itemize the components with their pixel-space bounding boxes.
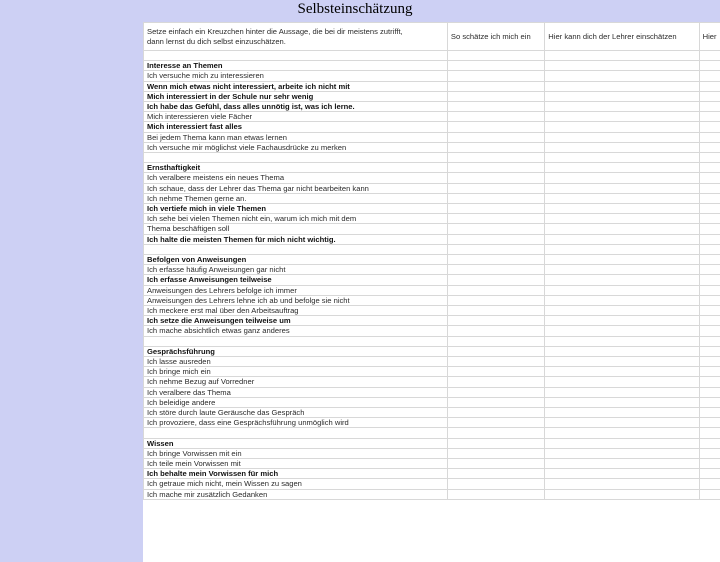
statement-cell: Ich meckere erst mal über den Arbeitsauftrag [144, 306, 448, 316]
self-assessment-cell[interactable] [447, 418, 544, 428]
statement-cell: Ich mache mir zusätzlich Gedanken [144, 489, 448, 499]
teacher-assessment-cell[interactable] [545, 489, 699, 499]
teacher-assessment-cell[interactable] [545, 469, 699, 479]
extra-cell[interactable] [699, 81, 720, 91]
teacher-assessment-cell[interactable] [545, 173, 699, 183]
extra-cell[interactable] [699, 61, 720, 71]
statement-cell: Ich teile mein Vorwissen mit [144, 459, 448, 469]
instruction-cell [144, 23, 448, 51]
teacher-assessment-cell[interactable] [545, 163, 699, 173]
table-row [144, 357, 720, 367]
table-row [144, 142, 720, 152]
self-assessment-cell[interactable] [447, 81, 544, 91]
statement-cell-bold: Wissen [144, 438, 448, 448]
extra-cell[interactable] [699, 183, 720, 193]
extra-cell[interactable] [699, 387, 720, 397]
teacher-assessment-cell[interactable] [545, 408, 699, 418]
table-row [144, 336, 720, 346]
statement-cell: Anweisungen des Lehrers lehne ich ab und befolge sie nicht [144, 295, 448, 305]
self-assessment-cell[interactable] [447, 255, 544, 265]
table-row [144, 418, 720, 428]
self-assessment-cell[interactable] [447, 224, 544, 234]
statement-cell-bold: Wenn mich etwas nicht interessiert, arbeite ich nicht mit [144, 81, 448, 91]
teacher-assessment-cell[interactable] [545, 295, 699, 305]
self-assessment-cell[interactable] [447, 316, 544, 326]
extra-cell[interactable] [699, 193, 720, 203]
self-assessment-cell[interactable] [447, 459, 544, 469]
table-row [144, 214, 720, 224]
assessment-table [143, 22, 720, 500]
teacher-assessment-cell[interactable] [545, 234, 699, 244]
teacher-assessment-cell[interactable] [545, 285, 699, 295]
self-assessment-cell[interactable] [447, 132, 544, 142]
extra-cell[interactable] [699, 142, 720, 152]
statement-cell: Ich veralbere das Thema [144, 387, 448, 397]
statement-cell-bold: Mich interessiert fast alles [144, 122, 448, 132]
teacher-assessment-cell[interactable] [545, 448, 699, 458]
extra-cell[interactable] [699, 204, 720, 214]
extra-cell[interactable] [699, 91, 720, 101]
teacher-assessment-cell[interactable] [545, 459, 699, 469]
teacher-assessment-cell[interactable] [545, 479, 699, 489]
self-assessment-cell[interactable] [447, 71, 544, 81]
statement-cell: Ich versuche mir möglichst viele Fachausdrücke zu merken [144, 142, 448, 152]
table-row [144, 91, 720, 101]
extra-cell[interactable] [699, 275, 720, 285]
assessment-sheet [143, 22, 720, 562]
teacher-assessment-cell[interactable] [545, 204, 699, 214]
self-assessment-cell[interactable] [447, 102, 544, 112]
teacher-assessment-cell[interactable] [545, 357, 699, 367]
self-assessment-cell[interactable] [447, 326, 544, 336]
extra-cell[interactable] [699, 173, 720, 183]
teacher-assessment-cell[interactable] [545, 61, 699, 71]
table-row [144, 61, 720, 71]
statement-cell: Ich veralbere meistens ein neues Thema [144, 173, 448, 183]
statement-cell: Ich erfasse häufig Anweisungen gar nicht [144, 265, 448, 275]
extra-column-header: Hier [699, 23, 720, 51]
statement-cell-bold: Ich behalte mein Vorwissen für mich [144, 469, 448, 479]
statement-cell: Ich störe durch laute Geräusche das Gespräch [144, 408, 448, 418]
teacher-assessment-cell[interactable] [545, 244, 699, 254]
teacher-assessment-cell[interactable] [545, 367, 699, 377]
teacher-assessment-cell[interactable] [545, 142, 699, 152]
self-assessment-cell[interactable] [447, 295, 544, 305]
self-assessment-cell[interactable] [447, 469, 544, 479]
extra-cell[interactable] [699, 316, 720, 326]
teacher-assessment-cell[interactable] [545, 428, 699, 438]
extra-cell[interactable] [699, 265, 720, 275]
statement-cell-bold: Interesse an Themen [144, 61, 448, 71]
self-assessment-cell[interactable] [447, 214, 544, 224]
self-assessment-cell[interactable] [447, 479, 544, 489]
statement-cell: Ich beleidige andere [144, 397, 448, 407]
extra-cell[interactable] [699, 408, 720, 418]
extra-cell[interactable] [699, 295, 720, 305]
statement-cell: Ich getraue mich nicht, mein Wissen zu sagen [144, 479, 448, 489]
teacher-assessment-cell[interactable] [545, 81, 699, 91]
statement-cell-bold: Ich erfasse Anweisungen teilweise [144, 275, 448, 285]
extra-cell[interactable] [699, 479, 720, 489]
page-title: Selbsteinschätzung [0, 1, 710, 18]
table-row [144, 316, 720, 326]
teacher-assessment-cell[interactable] [545, 336, 699, 346]
self-assessment-cell[interactable] [447, 163, 544, 173]
table-row [144, 377, 720, 387]
self-assessment-cell[interactable] [447, 204, 544, 214]
self-assessment-cell[interactable] [447, 153, 544, 163]
extra-cell[interactable] [699, 163, 720, 173]
self-assessment-cell[interactable] [447, 193, 544, 203]
table-row [144, 326, 720, 336]
statement-cell-bold: Ich setze die Anweisungen teilweise um [144, 316, 448, 326]
table-row [144, 367, 720, 377]
table-row [144, 112, 720, 122]
statement-cell-bold: Mich interessiert in der Schule nur sehr wenig [144, 91, 448, 101]
teacher-assessment-cell[interactable] [545, 183, 699, 193]
self-assessment-header: So schätze ich mich ein [447, 23, 544, 51]
self-assessment-cell[interactable] [447, 336, 544, 346]
extra-cell[interactable] [699, 132, 720, 142]
teacher-assessment-cell[interactable] [545, 265, 699, 275]
table-row [144, 448, 720, 458]
statement-cell: Ich lasse ausreden [144, 357, 448, 367]
teacher-assessment-header: Hier kann dich der Lehrer einschätzen [545, 23, 699, 51]
extra-cell[interactable] [699, 122, 720, 132]
statement-cell [144, 244, 448, 254]
self-assessment-cell[interactable] [447, 357, 544, 367]
self-assessment-cell[interactable] [447, 234, 544, 244]
teacher-assessment-cell[interactable] [545, 418, 699, 428]
self-assessment-cell[interactable] [447, 428, 544, 438]
table-row [144, 469, 720, 479]
teacher-assessment-cell[interactable] [545, 193, 699, 203]
table-row [144, 204, 720, 214]
statement-cell-bold: Ich habe das Gefühl, dass alles unnötig ist, was ich lerne. [144, 102, 448, 112]
statement-cell-bold: Gesprächsführung [144, 346, 448, 356]
teacher-assessment-cell[interactable] [545, 255, 699, 265]
table-row [144, 489, 720, 499]
teacher-assessment-cell[interactable] [545, 316, 699, 326]
teacher-assessment-cell[interactable] [545, 326, 699, 336]
statement-cell: Ich versuche mich zu interessieren [144, 71, 448, 81]
self-assessment-cell[interactable] [447, 142, 544, 152]
table-row [144, 71, 720, 81]
statement-cell: Mich interessieren viele Fächer [144, 112, 448, 122]
extra-cell[interactable] [699, 346, 720, 356]
self-assessment-cell[interactable] [447, 408, 544, 418]
self-assessment-cell[interactable] [447, 387, 544, 397]
table-row [144, 275, 720, 285]
extra-cell[interactable] [699, 214, 720, 224]
table-row [144, 306, 720, 316]
extra-cell[interactable] [699, 112, 720, 122]
table-row [144, 479, 720, 489]
self-assessment-cell[interactable] [447, 61, 544, 71]
statement-cell: Ich provoziere, dass eine Gesprächsführung unmöglich wird [144, 418, 448, 428]
self-assessment-cell[interactable] [447, 51, 544, 61]
self-assessment-cell[interactable] [447, 397, 544, 407]
extra-cell[interactable] [699, 102, 720, 112]
statement-cell: Anweisungen des Lehrers befolge ich immer [144, 285, 448, 295]
statement-cell [144, 153, 448, 163]
table-row [144, 285, 720, 295]
self-assessment-cell[interactable] [447, 275, 544, 285]
teacher-assessment-cell[interactable] [545, 224, 699, 234]
statement-cell: Bei jedem Thema kann man etwas lernen [144, 132, 448, 142]
teacher-assessment-cell[interactable] [545, 132, 699, 142]
extra-cell[interactable] [699, 377, 720, 387]
table-row [144, 193, 720, 203]
table-row [144, 408, 720, 418]
self-assessment-cell[interactable] [447, 285, 544, 295]
extra-cell[interactable] [699, 438, 720, 448]
teacher-assessment-cell[interactable] [545, 346, 699, 356]
teacher-assessment-cell[interactable] [545, 397, 699, 407]
extra-cell[interactable] [699, 326, 720, 336]
extra-cell[interactable] [699, 244, 720, 254]
table-row [144, 173, 720, 183]
instruction-line-2: dann lernst du dich selbst einzuschätzen. [147, 37, 447, 47]
extra-cell[interactable] [699, 285, 720, 295]
table-row [144, 244, 720, 254]
self-assessment-cell[interactable] [447, 346, 544, 356]
self-assessment-cell[interactable] [447, 306, 544, 316]
extra-cell[interactable] [699, 397, 720, 407]
extra-cell[interactable] [699, 234, 720, 244]
self-assessment-cell[interactable] [447, 448, 544, 458]
extra-cell[interactable] [699, 51, 720, 61]
statement-cell: Ich sehe bei vielen Themen nicht ein, warum ich mich mit dem [144, 214, 448, 224]
teacher-assessment-cell[interactable] [545, 153, 699, 163]
table-row [144, 234, 720, 244]
self-assessment-cell[interactable] [447, 122, 544, 132]
statement-cell: Ich nehme Themen gerne an. [144, 193, 448, 203]
table-row [144, 81, 720, 91]
teacher-assessment-cell[interactable] [545, 122, 699, 132]
self-assessment-cell[interactable] [447, 244, 544, 254]
extra-cell[interactable] [699, 255, 720, 265]
teacher-assessment-cell[interactable] [545, 71, 699, 81]
extra-cell[interactable] [699, 489, 720, 499]
table-row [144, 255, 720, 265]
table-row [144, 51, 720, 61]
statement-cell-bold: Ich vertiefe mich in viele Themen [144, 204, 448, 214]
statement-cell: Thema beschäftigen soll [144, 224, 448, 234]
teacher-assessment-cell[interactable] [545, 438, 699, 448]
extra-cell[interactable] [699, 306, 720, 316]
teacher-assessment-cell[interactable] [545, 387, 699, 397]
extra-cell[interactable] [699, 357, 720, 367]
extra-cell[interactable] [699, 418, 720, 428]
table-row [144, 132, 720, 142]
instruction-line-1: Setze einfach ein Kreuzchen hinter die Aussage, die bei dir meistens zutrifft, [147, 27, 447, 37]
extra-cell[interactable] [699, 153, 720, 163]
table-row [144, 163, 720, 173]
statement-cell [144, 51, 448, 61]
teacher-assessment-cell[interactable] [545, 51, 699, 61]
self-assessment-cell[interactable] [447, 377, 544, 387]
self-assessment-cell[interactable] [447, 438, 544, 448]
statement-cell [144, 336, 448, 346]
statement-cell: Ich mache absichtlich etwas ganz anderes [144, 326, 448, 336]
self-assessment-cell[interactable] [447, 183, 544, 193]
extra-cell[interactable] [699, 224, 720, 234]
statement-cell: Ich nehme Bezug auf Vorredner [144, 377, 448, 387]
teacher-assessment-cell[interactable] [545, 214, 699, 224]
self-assessment-cell[interactable] [447, 112, 544, 122]
statement-cell [144, 428, 448, 438]
teacher-assessment-cell[interactable] [545, 306, 699, 316]
table-row [144, 459, 720, 469]
table-row [144, 122, 720, 132]
teacher-assessment-cell[interactable] [545, 91, 699, 101]
extra-cell[interactable] [699, 448, 720, 458]
statement-cell-bold: Ernsthaftigkeit [144, 163, 448, 173]
statement-cell: Ich bringe mich ein [144, 367, 448, 377]
table-row [144, 153, 720, 163]
table-row [144, 428, 720, 438]
table-row [144, 265, 720, 275]
teacher-assessment-cell[interactable] [545, 275, 699, 285]
table-row [144, 346, 720, 356]
extra-cell[interactable] [699, 336, 720, 346]
extra-cell[interactable] [699, 367, 720, 377]
self-assessment-cell[interactable] [447, 265, 544, 275]
table-row [144, 397, 720, 407]
self-assessment-cell[interactable] [447, 489, 544, 499]
teacher-assessment-cell[interactable] [545, 102, 699, 112]
self-assessment-cell[interactable] [447, 173, 544, 183]
table-row [144, 438, 720, 448]
statement-cell: Ich schaue, dass der Lehrer das Thema gar nicht bearbeiten kann [144, 183, 448, 193]
extra-cell[interactable] [699, 469, 720, 479]
table-row [144, 102, 720, 112]
teacher-assessment-cell[interactable] [545, 112, 699, 122]
extra-cell[interactable] [699, 428, 720, 438]
statement-cell-bold: Befolgen von Anweisungen [144, 255, 448, 265]
extra-cell[interactable] [699, 71, 720, 81]
table-row [144, 183, 720, 193]
statement-cell: Ich bringe Vorwissen mit ein [144, 448, 448, 458]
teacher-assessment-cell[interactable] [545, 377, 699, 387]
table-row [144, 224, 720, 234]
self-assessment-cell[interactable] [447, 91, 544, 101]
extra-cell[interactable] [699, 459, 720, 469]
self-assessment-cell[interactable] [447, 367, 544, 377]
table-row [144, 295, 720, 305]
table-row [144, 387, 720, 397]
header-row [144, 23, 720, 51]
statement-cell-bold: Ich halte die meisten Themen für mich nicht wichtig. [144, 234, 448, 244]
